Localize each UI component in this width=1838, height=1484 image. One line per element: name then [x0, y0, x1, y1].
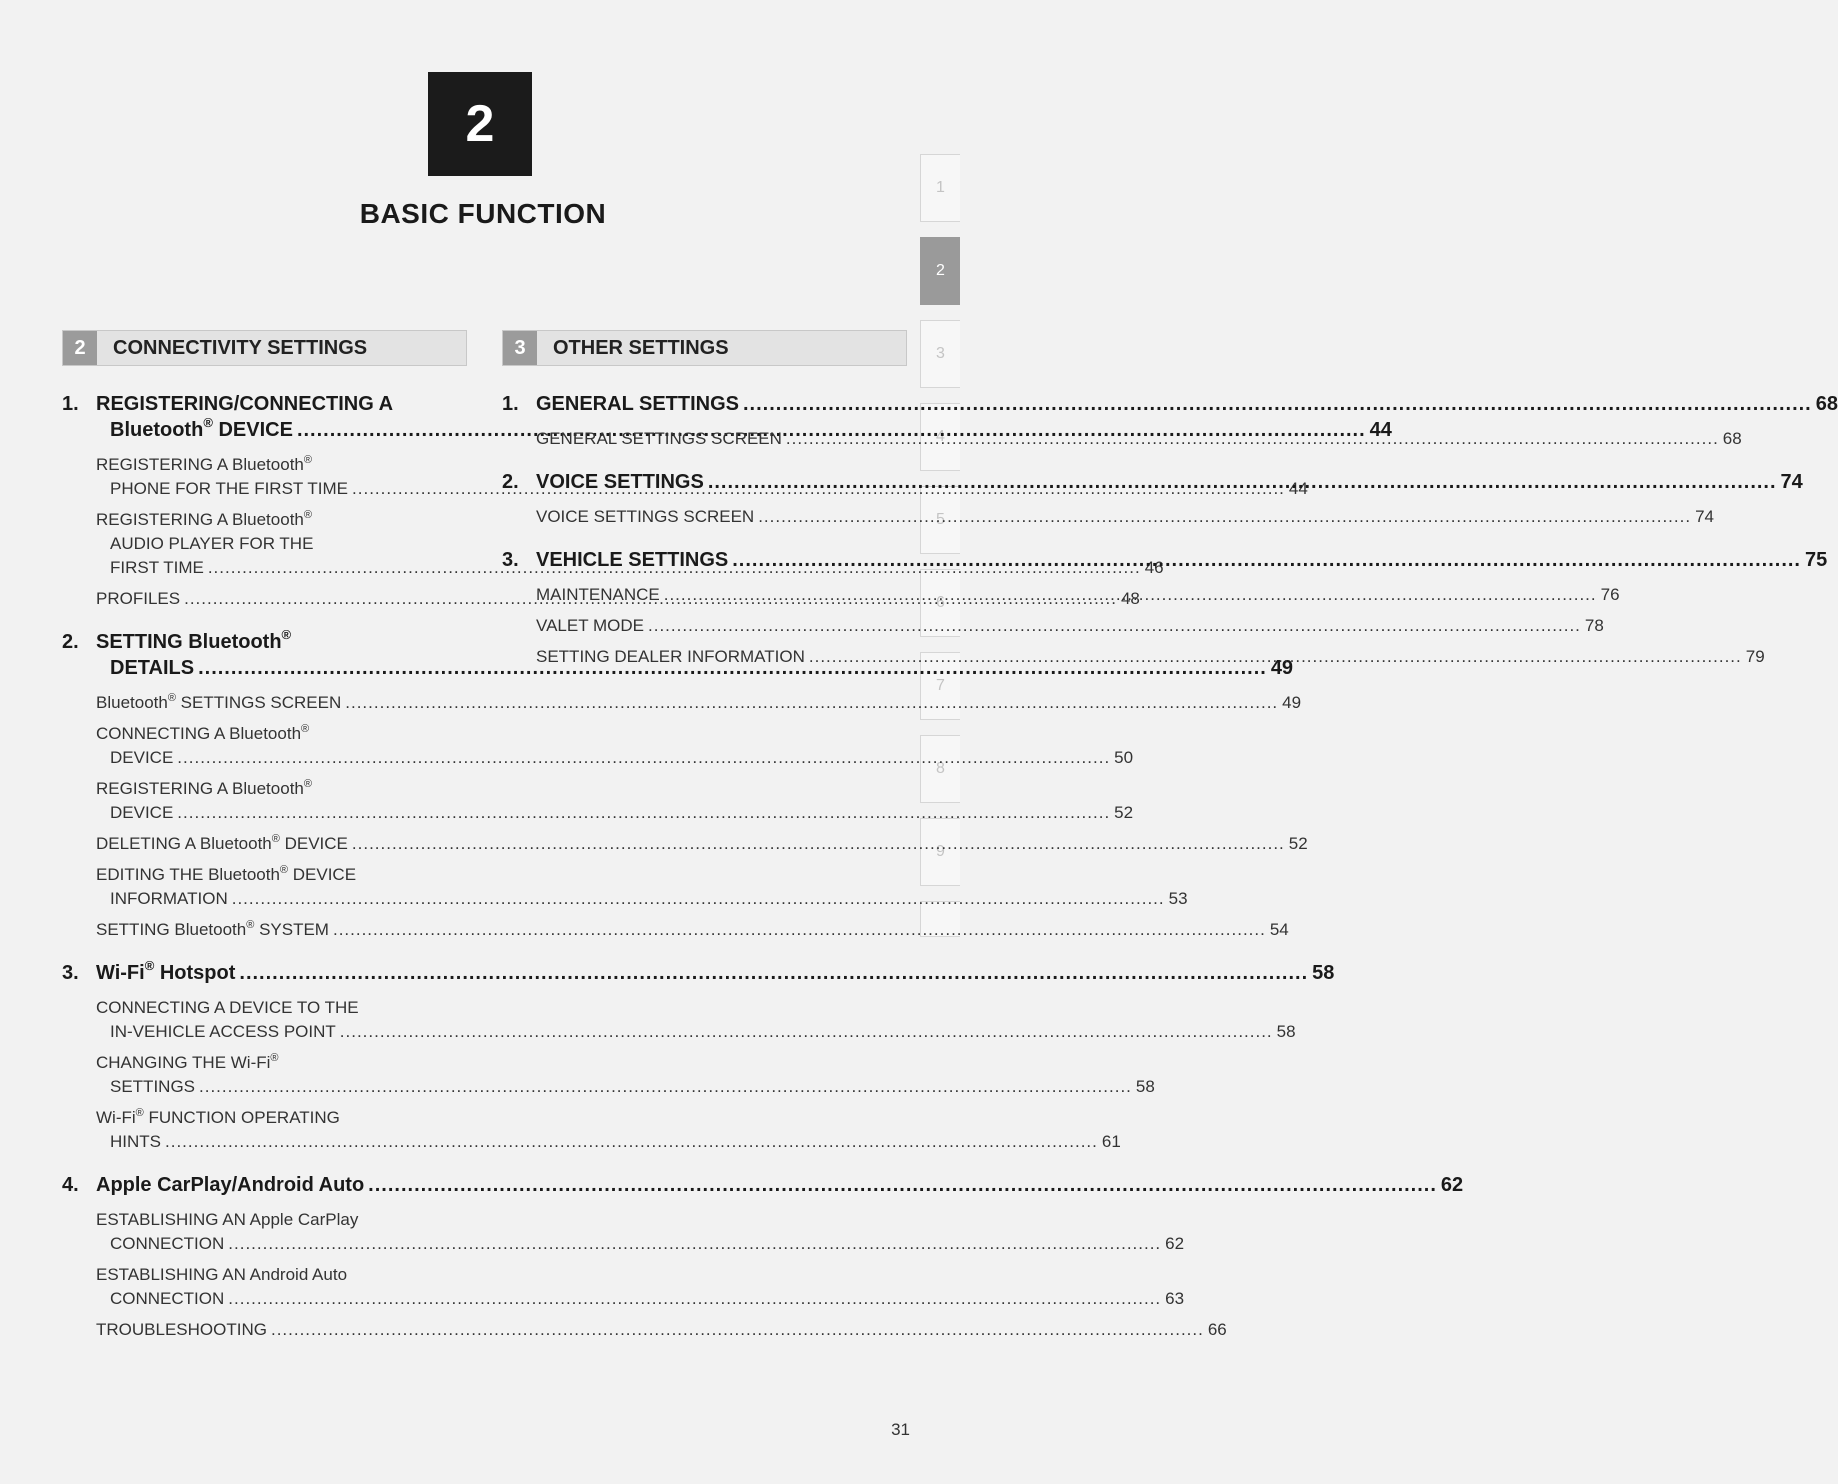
toc-subentry-title: SETTING Bluetooth	[96, 920, 247, 939]
toc-subentry-title: DEVICE	[288, 865, 357, 884]
toc-entry-number: 2.	[502, 471, 519, 493]
toc-subentry-title: PHONE FOR THE FIRST TIME	[110, 479, 349, 498]
toc-page-number: 68	[1722, 429, 1742, 448]
chapter-tab-2[interactable]: 2	[920, 237, 960, 305]
chapter-title: BASIC FUNCTION	[359, 198, 607, 229]
chapter-tab-1[interactable]: 1	[920, 154, 960, 222]
toc-subentry-title: SYSTEM	[254, 920, 329, 939]
toc-page-number: 58	[1312, 962, 1335, 984]
toc-subentry-title: VOICE SETTINGS SCREEN	[536, 507, 755, 526]
toc-subentry-title: PROFILES	[96, 589, 181, 608]
toc-page-number: 62	[1440, 1174, 1464, 1196]
toc-entry-title: REGISTERING/CONNECTING A	[96, 393, 394, 415]
toc-subentry-title: DEVICE	[110, 748, 174, 767]
toc-page-number: 44	[1369, 419, 1392, 441]
toc-entry-number: 3.	[502, 549, 519, 571]
toc-entry-heading[interactable]	[62, 958, 1335, 986]
toc-subentry[interactable]	[96, 863, 1188, 911]
toc-page-number: 74	[1780, 471, 1803, 493]
toc-page-number: 61	[1101, 1132, 1121, 1151]
toc-subentry-title: AUDIO PLAYER FOR THE	[110, 534, 314, 553]
toc-subentry[interactable]	[536, 505, 1714, 529]
toc-subentry-title: REGISTERING A Bluetooth	[96, 779, 304, 798]
toc-entry-number: 1.	[62, 393, 79, 415]
toc-entry-title: VOICE SETTINGS	[536, 471, 704, 493]
registered-mark: ®	[303, 454, 312, 466]
toc-entry-title: Apple CarPlay/Android Auto	[96, 1174, 365, 1196]
toc-subentry-title: ESTABLISHING AN Apple CarPlay	[96, 1210, 359, 1229]
toc-subentry[interactable]	[96, 1106, 1121, 1154]
toc-entry-title: VEHICLE SETTINGS	[536, 549, 729, 571]
toc-page-number: 50	[1114, 748, 1134, 767]
toc-subentry-title: REGISTERING A Bluetooth	[96, 510, 304, 529]
toc-subentry-title: SETTINGS	[110, 1077, 196, 1096]
toc-page-number: 54	[1269, 920, 1289, 939]
toc-subentry[interactable]	[96, 1208, 1185, 1256]
toc-subentry-title: INFORMATION	[110, 889, 228, 908]
toc-entry-number: 1.	[502, 393, 519, 415]
toc-page-number: 74	[1695, 507, 1714, 526]
toc-page-number: 75	[1804, 549, 1828, 571]
toc-subentry-title: SETTING DEALER INFORMATION	[536, 647, 805, 666]
registered-mark: ®	[135, 1107, 144, 1119]
toc-subentry-title: FUNCTION OPERATING	[143, 1108, 340, 1127]
toc-page-number: 52	[1288, 834, 1308, 853]
toc-page-number: 63	[1165, 1289, 1185, 1308]
toc-subentry-title: TROUBLESHOOTING	[96, 1320, 267, 1339]
toc-entry-title: DEVICE	[212, 419, 293, 441]
toc-page-number: 46	[1144, 558, 1164, 577]
registered-mark: ®	[203, 415, 213, 430]
registered-mark: ®	[279, 864, 289, 876]
registered-mark: ®	[303, 509, 312, 521]
toc-subentry-title: CONNECTION	[110, 1289, 225, 1308]
toc-page-number: 68	[1815, 393, 1838, 415]
toc-subentry-title: Bluetooth	[96, 693, 168, 712]
toc-page-number: 58	[1276, 1022, 1296, 1041]
page-number: 31	[891, 1420, 910, 1439]
registered-mark: ®	[281, 627, 292, 642]
toc-subentry[interactable]	[96, 1051, 1155, 1099]
toc-subentry-title: GENERAL SETTINGS SCREEN	[536, 429, 782, 448]
toc-page-number: 52	[1114, 803, 1134, 822]
toc-page-number: 48	[1120, 589, 1140, 608]
toc-subentry[interactable]	[536, 614, 1604, 638]
toc-subentry[interactable]	[96, 777, 1134, 825]
toc-entry	[62, 1172, 1464, 1342]
chapter-tab-8[interactable]: 8	[920, 735, 960, 803]
toc-subentry[interactable]	[96, 1263, 1185, 1311]
registered-mark: ®	[144, 958, 155, 973]
chapter-number-box: 2	[428, 72, 532, 176]
chapter-tab-9[interactable]: 9	[920, 818, 960, 886]
toc-page-number: 49	[1282, 693, 1302, 712]
section-number: 2	[63, 331, 97, 365]
toc-subentry-title: CONNECTING A DEVICE TO THE	[96, 998, 359, 1017]
chapter-tab-3[interactable]: 3	[920, 320, 960, 388]
toc-entry-title: DETAILS	[110, 657, 195, 679]
chapter-tab-7[interactable]: 7	[920, 652, 960, 720]
toc-entry-title: Wi-Fi	[96, 962, 145, 984]
toc-subentry[interactable]	[96, 832, 1308, 856]
toc-page-number: 62	[1165, 1234, 1185, 1253]
section-header-other	[502, 330, 907, 366]
toc-subentry-title: FIRST TIME	[110, 558, 204, 577]
toc-subentry-title: Wi-Fi	[96, 1108, 136, 1127]
toc-subentry-title: DEVICE	[110, 803, 174, 822]
toc-subentry[interactable]	[96, 722, 1134, 770]
toc-subentry[interactable]	[96, 691, 1302, 715]
toc-subentry-title: ESTABLISHING AN Android Auto	[96, 1265, 348, 1284]
toc-entry-number: 4.	[62, 1174, 79, 1196]
toc-page-number: 49	[1270, 657, 1294, 679]
toc-subentry[interactable]	[96, 996, 1296, 1044]
toc-subentry-title: MAINTENANCE	[536, 585, 660, 604]
toc-subentry-title: CONNECTION	[110, 1234, 225, 1253]
toc-page-number: 58	[1135, 1077, 1155, 1096]
toc-entry-heading[interactable]	[62, 1172, 1464, 1198]
section-title: CONNECTIVITY SETTINGS	[113, 337, 368, 359]
section-title: OTHER SETTINGS	[553, 337, 729, 359]
registered-mark: ®	[270, 1052, 279, 1064]
toc-entry-number: 2.	[62, 631, 79, 653]
toc-entry-number: 3.	[62, 962, 79, 984]
toc-subentry[interactable]	[96, 918, 1289, 942]
section-header-connectivity	[62, 330, 467, 366]
registered-mark: ®	[167, 692, 176, 704]
toc-entry-title: GENERAL SETTINGS	[536, 393, 739, 415]
toc-subentry-title: CONNECTING A Bluetooth	[96, 724, 302, 743]
chapter-tab-4[interactable]: 4	[920, 403, 960, 471]
toc-subentry-title: DEVICE	[279, 834, 348, 853]
toc-entry-title: SETTING Bluetooth	[96, 631, 282, 653]
toc-entry	[62, 958, 1335, 1154]
chapter-tab-5[interactable]: 5	[920, 486, 960, 554]
chapter-tab-6[interactable]: 6	[920, 569, 960, 637]
toc-page-number: 79	[1745, 647, 1765, 666]
toc-subentry-title: VALET MODE	[536, 616, 645, 635]
toc-subentry-title: HINTS	[110, 1132, 161, 1151]
section-number: 3	[503, 331, 537, 365]
registered-mark: ®	[301, 723, 310, 735]
registered-mark: ®	[303, 778, 312, 790]
toc-subentry-title: IN-VEHICLE ACCESS POINT	[110, 1022, 336, 1041]
toc-entry-title: Hotspot	[154, 962, 236, 984]
toc-entry-heading[interactable]	[502, 391, 1838, 417]
toc-page-number: 66	[1207, 1320, 1227, 1339]
toc-subentry-title: CHANGING THE Wi-Fi	[96, 1053, 271, 1072]
toc-subentry-title: SETTINGS SCREEN	[175, 693, 342, 712]
toc-page-number: 53	[1168, 889, 1188, 908]
registered-mark: ®	[246, 919, 255, 931]
toc-subentry-title: EDITING THE Bluetooth	[96, 865, 280, 884]
toc-entry-title: Bluetooth	[110, 419, 204, 441]
toc-subentry[interactable]	[96, 1318, 1227, 1342]
toc-page-number: 76	[1600, 585, 1620, 604]
toc-subentry-title: REGISTERING A Bluetooth	[96, 455, 304, 474]
toc-subentry-title: DELETING A Bluetooth	[96, 834, 272, 853]
toc-page-number: 44	[1288, 479, 1308, 498]
registered-mark: ®	[271, 833, 280, 845]
toc-page-number: 78	[1584, 616, 1604, 635]
